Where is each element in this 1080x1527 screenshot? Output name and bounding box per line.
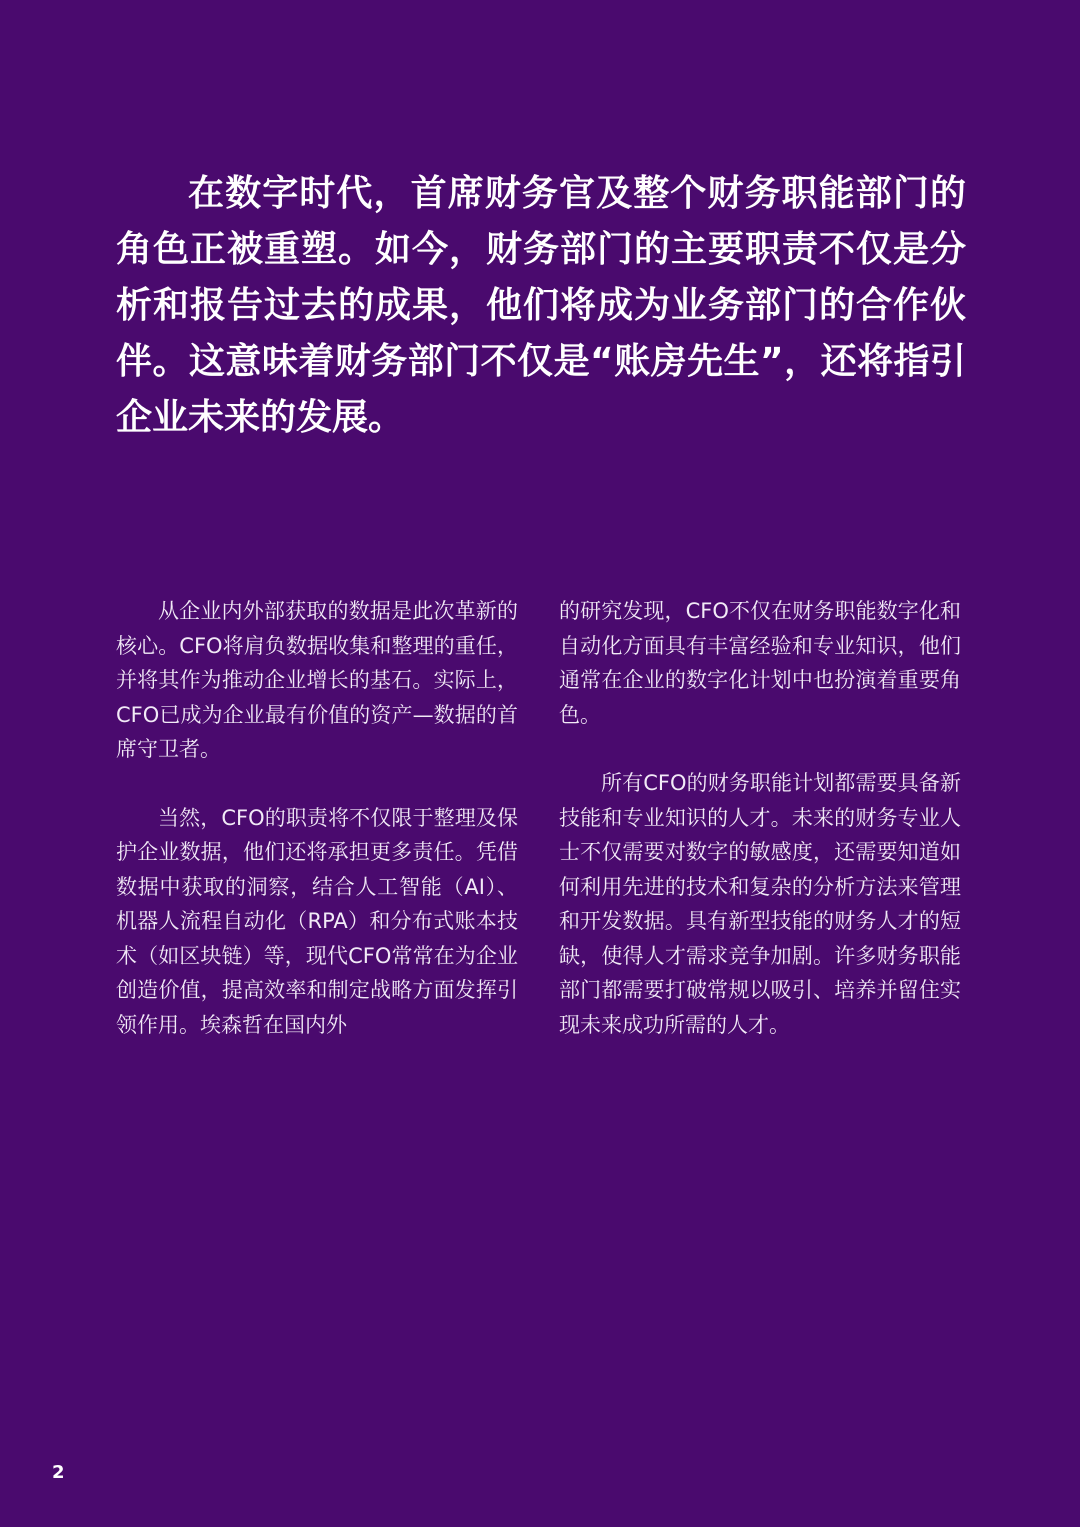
body-column-right (559, 594, 961, 1076)
body-paragraph-continued: 的研究发现，CFO不仅在财务职能数字化和自动化方面具有丰富经验和专业知识，他们通常在企业的数字化计划中也扮演着重要角色。 (559, 599, 961, 727)
body-column-left (116, 594, 518, 1076)
lead-statement: 在数字时代，首席财务官及整个财务职能部门的角色正被重塑。如今，财务部门的主要职责不仅是分析和报告过去的成果，他们将成为业务部门的合作伙伴。这意味着财务部门不仅是“账房先生”，还将指引企业未来的发展。 (116, 173, 966, 438)
body-paragraph: 当然，CFO的职责将不仅限于整理及保护企业数据，他们还将承担更多责任。凭借数据中获取的洞察，结合人工智能（AI）、机器人流程自动化（RPA）和分布式账本技术（如区块链）等，现代CFO常常在为企业创造价值，提高效率和制定战略方面发挥引领作用。埃森哲在国内外 (116, 805, 518, 1037)
body-paragraph: 所有CFO的财务职能计划都需要具备新技能和专业知识的人才。未来的财务专业人士不仅需要对数字的敏感度，还需要知道如何利用先进的技术和复杂的分析方法来管理和开发数据。具有新型技能的财务人才的短缺，使得人才需求竞争加剧。许多财务职能部门都需要打破常规以吸引、培养并留住实现未来成功所需的人才。 (559, 771, 961, 1037)
page-number: 2 (52, 1462, 65, 1483)
body-paragraph: 从企业内外部获取的数据是此次革新的核心。CFO将肩负数据收集和整理的重任，并将其作为推动企业增长的基石。实际上，CFO已成为企业最有价值的资产—数据的首席守卫者。 (116, 599, 518, 761)
